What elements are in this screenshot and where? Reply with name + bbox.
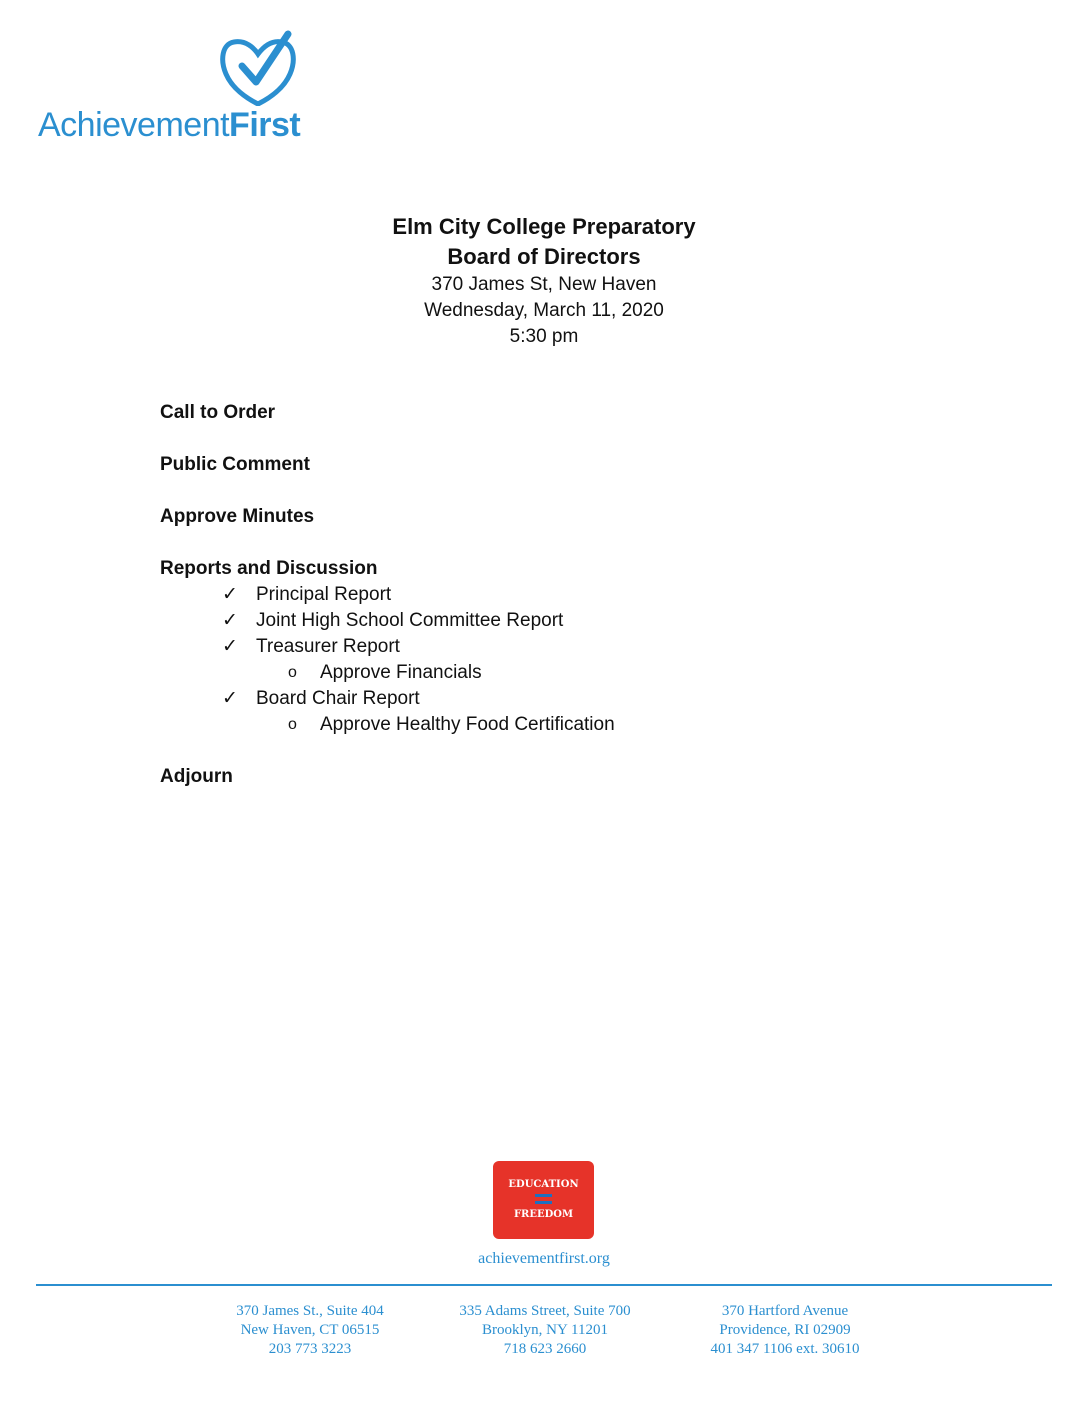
address-providence: 370 Hartford Avenue Providence, RI 02909 401 347 1106 ext. 30610 bbox=[710, 1303, 860, 1357]
meeting-time: 5:30 pm bbox=[509, 326, 579, 347]
agenda-subitem: o Approve Healthy Food Certification bbox=[160, 712, 615, 738]
agenda-call-to-order: Call to Order bbox=[160, 402, 276, 423]
logo-wordmark: AchievementFirst bbox=[38, 106, 301, 144]
circle-bullet-icon: o bbox=[288, 716, 297, 733]
agenda-item: ✓ Board Chair Report bbox=[160, 686, 615, 712]
website-link[interactable]: achievementfirst.org bbox=[478, 1250, 610, 1267]
address-new-haven: 370 James St., Suite 404 New Haven, CT 06515 203 773 3223 bbox=[236, 1303, 384, 1357]
heart-check-icon bbox=[218, 30, 298, 106]
check-icon: ✓ bbox=[222, 610, 238, 631]
meeting-address: 370 James St, New Haven bbox=[431, 274, 657, 295]
meeting-header bbox=[0, 212, 1088, 350]
meeting-date: Wednesday, March 11, 2020 bbox=[424, 300, 664, 321]
agenda-reports-heading: Reports and Discussion bbox=[160, 558, 378, 579]
agenda-approve-minutes: Approve Minutes bbox=[160, 506, 315, 527]
school-name: Elm City College Preparatory bbox=[392, 214, 696, 239]
agenda-item: ✓ Joint High School Committee Report bbox=[160, 608, 615, 634]
agenda bbox=[160, 400, 615, 790]
agenda-adjourn: Adjourn bbox=[160, 766, 233, 787]
check-icon: ✓ bbox=[222, 636, 238, 657]
equals-icon bbox=[535, 1194, 552, 1204]
circle-bullet-icon: o bbox=[288, 664, 297, 681]
address-brooklyn: 335 Adams Street, Suite 700 Brooklyn, NY 11201 718 623 2660 bbox=[459, 1303, 631, 1357]
achievement-first-logo bbox=[38, 30, 338, 144]
agenda-subitem: o Approve Financials bbox=[160, 660, 615, 686]
footer-divider bbox=[36, 1284, 1052, 1286]
agenda-public-comment: Public Comment bbox=[160, 454, 310, 475]
agenda-item: ✓ Treasurer Report bbox=[160, 634, 615, 660]
check-icon: ✓ bbox=[222, 584, 238, 605]
board-title: Board of Directors bbox=[447, 244, 641, 269]
education-freedom-badge: EDUCATION FREEDOM bbox=[493, 1161, 594, 1239]
check-icon: ✓ bbox=[222, 688, 238, 709]
agenda-item: ✓ Principal Report bbox=[160, 582, 615, 608]
